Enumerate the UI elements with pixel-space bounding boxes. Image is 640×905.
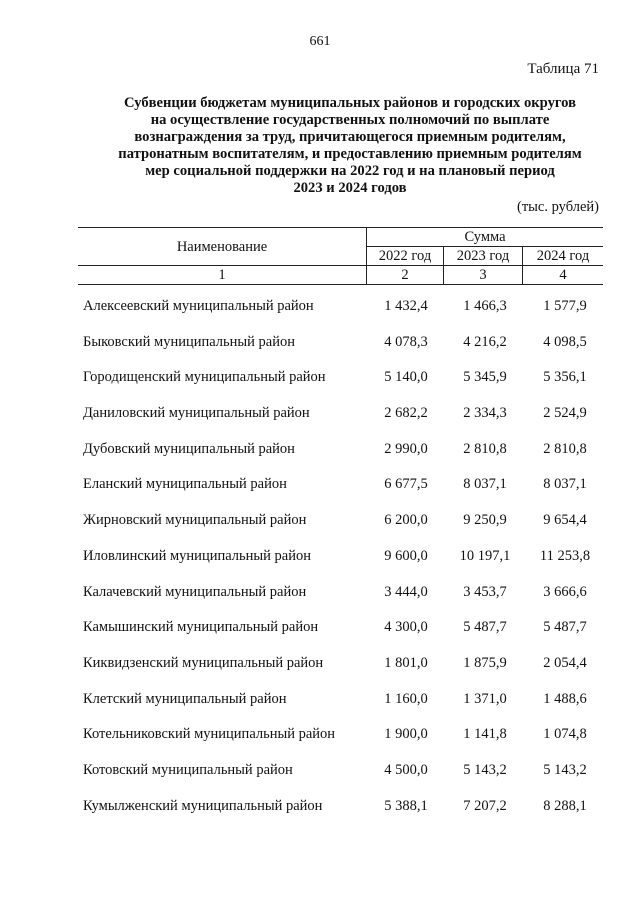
district-name: Жирновский муниципальный район <box>83 512 307 529</box>
value-2022: 1 160,0 <box>384 690 428 707</box>
district-name: Иловлинский муниципальный район <box>83 547 311 564</box>
value-2023: 2 334,3 <box>463 405 507 422</box>
value-2023: 10 197,1 <box>459 547 511 564</box>
table-row <box>0 298 640 334</box>
table-row <box>0 691 640 727</box>
district-name: Киквидзенский муниципальный район <box>83 654 324 671</box>
header-col-number: 3 <box>444 266 523 285</box>
value-2022: 4 300,0 <box>384 619 428 636</box>
title-line: вознаграждения за труд, причитающегося приемным родителям, <box>134 129 566 145</box>
value-2024: 1 074,8 <box>543 726 587 743</box>
value-2022: 1 432,4 <box>384 298 428 314</box>
district-name: Алексеевский муниципальный район <box>83 298 314 314</box>
header-col-number: 2 <box>367 266 444 285</box>
title-line: Субвенции бюджетам муниципальных районов и городских округов <box>124 95 576 111</box>
value-2022: 6 200,0 <box>384 512 428 529</box>
page-number: 661 <box>309 34 331 49</box>
district-name: Еланский муниципальный район <box>83 476 287 493</box>
value-2024: 8 037,1 <box>543 476 587 493</box>
value-2023: 1 141,8 <box>463 726 507 743</box>
value-2022: 1 900,0 <box>384 726 428 743</box>
header-year-2022: 2022 год <box>367 247 444 266</box>
value-2023: 1 875,9 <box>463 654 507 671</box>
district-name: Котельниковский муниципальный район <box>83 726 336 743</box>
document-title <box>60 95 640 197</box>
district-name: Даниловский муниципальный район <box>83 405 310 422</box>
value-2023: 5 345,9 <box>463 369 507 386</box>
value-2023: 9 250,9 <box>463 512 507 529</box>
header-sum: Сумма <box>367 228 604 247</box>
table-row <box>0 405 640 441</box>
value-2024: 2 524,9 <box>543 405 587 422</box>
value-2023: 5 487,7 <box>463 619 507 636</box>
value-2023: 2 810,8 <box>463 440 507 457</box>
title-line: на осуществление государственных полномочий по выплате <box>150 112 550 128</box>
header-col-number: 4 <box>523 266 604 285</box>
district-name: Камышинский муниципальный район <box>83 619 319 636</box>
value-2024: 2 054,4 <box>543 654 587 671</box>
table-header <box>78 227 603 285</box>
district-name: Калачевский муниципальный район <box>83 583 307 600</box>
table-number: Таблица 71 <box>527 61 599 77</box>
table-body <box>0 298 640 833</box>
value-2023: 3 453,7 <box>463 583 507 600</box>
header-name: Наименование <box>78 228 367 266</box>
value-2022: 5 140,0 <box>384 369 428 386</box>
table-row <box>0 476 640 512</box>
value-2022: 3 444,0 <box>384 583 428 600</box>
value-2022: 1 801,0 <box>384 654 428 671</box>
value-2022: 2 990,0 <box>384 440 428 457</box>
header-col-number: 1 <box>78 266 367 285</box>
table-row <box>0 726 640 762</box>
value-2023: 5 143,2 <box>463 761 507 778</box>
value-2023: 7 207,2 <box>463 797 507 814</box>
value-2023: 1 466,3 <box>463 298 507 314</box>
district-name: Быковский муниципальный район <box>83 333 295 350</box>
value-2023: 8 037,1 <box>463 476 507 493</box>
value-2022: 9 600,0 <box>384 547 428 564</box>
value-2022: 6 677,5 <box>384 476 428 493</box>
value-2024: 8 288,1 <box>543 797 587 814</box>
district-name: Кумылженский муниципальный район <box>83 797 323 814</box>
value-2024: 5 356,1 <box>543 369 587 386</box>
table-row <box>0 762 640 798</box>
table-row <box>0 619 640 655</box>
value-2024: 11 253,8 <box>539 547 591 564</box>
title-line: мер социальной поддержки на 2022 год и на плановый период <box>145 163 555 179</box>
value-2024: 5 487,7 <box>543 619 587 636</box>
value-2022: 5 388,1 <box>384 797 428 814</box>
district-name: Клетский муниципальный район <box>83 690 287 707</box>
value-2024: 5 143,2 <box>543 761 587 778</box>
table-row <box>0 655 640 691</box>
title-line: патронатным воспитателям, и предоставлению приемным родителям <box>118 146 582 162</box>
header-year-2023: 2023 год <box>444 247 523 266</box>
value-2022: 2 682,2 <box>384 405 428 422</box>
table-row <box>0 584 640 620</box>
value-2022: 4 078,3 <box>384 333 428 350</box>
table-row <box>0 369 640 405</box>
value-2024: 3 666,6 <box>543 583 587 600</box>
header-year-2024: 2024 год <box>523 247 604 266</box>
district-name: Дубовский муниципальный район <box>83 440 295 457</box>
value-2023: 4 216,2 <box>463 333 507 350</box>
value-2024: 4 098,5 <box>543 333 587 350</box>
table-row <box>0 512 640 548</box>
table-row <box>0 334 640 370</box>
table-row <box>0 441 640 477</box>
value-2023: 1 371,0 <box>463 690 507 707</box>
table-row <box>0 548 640 584</box>
value-2024: 1 488,6 <box>543 690 587 707</box>
value-2024: 2 810,8 <box>543 440 587 457</box>
district-name: Котовский муниципальный район <box>83 761 293 778</box>
value-2024: 1 577,9 <box>543 298 587 314</box>
value-2024: 9 654,4 <box>543 512 587 529</box>
value-2022: 4 500,0 <box>384 761 428 778</box>
table-row <box>0 798 640 834</box>
units-label: (тыс. рублей) <box>517 199 599 215</box>
title-line: 2023 и 2024 годов <box>293 180 407 196</box>
district-name: Городищенский муниципальный район <box>83 369 326 386</box>
